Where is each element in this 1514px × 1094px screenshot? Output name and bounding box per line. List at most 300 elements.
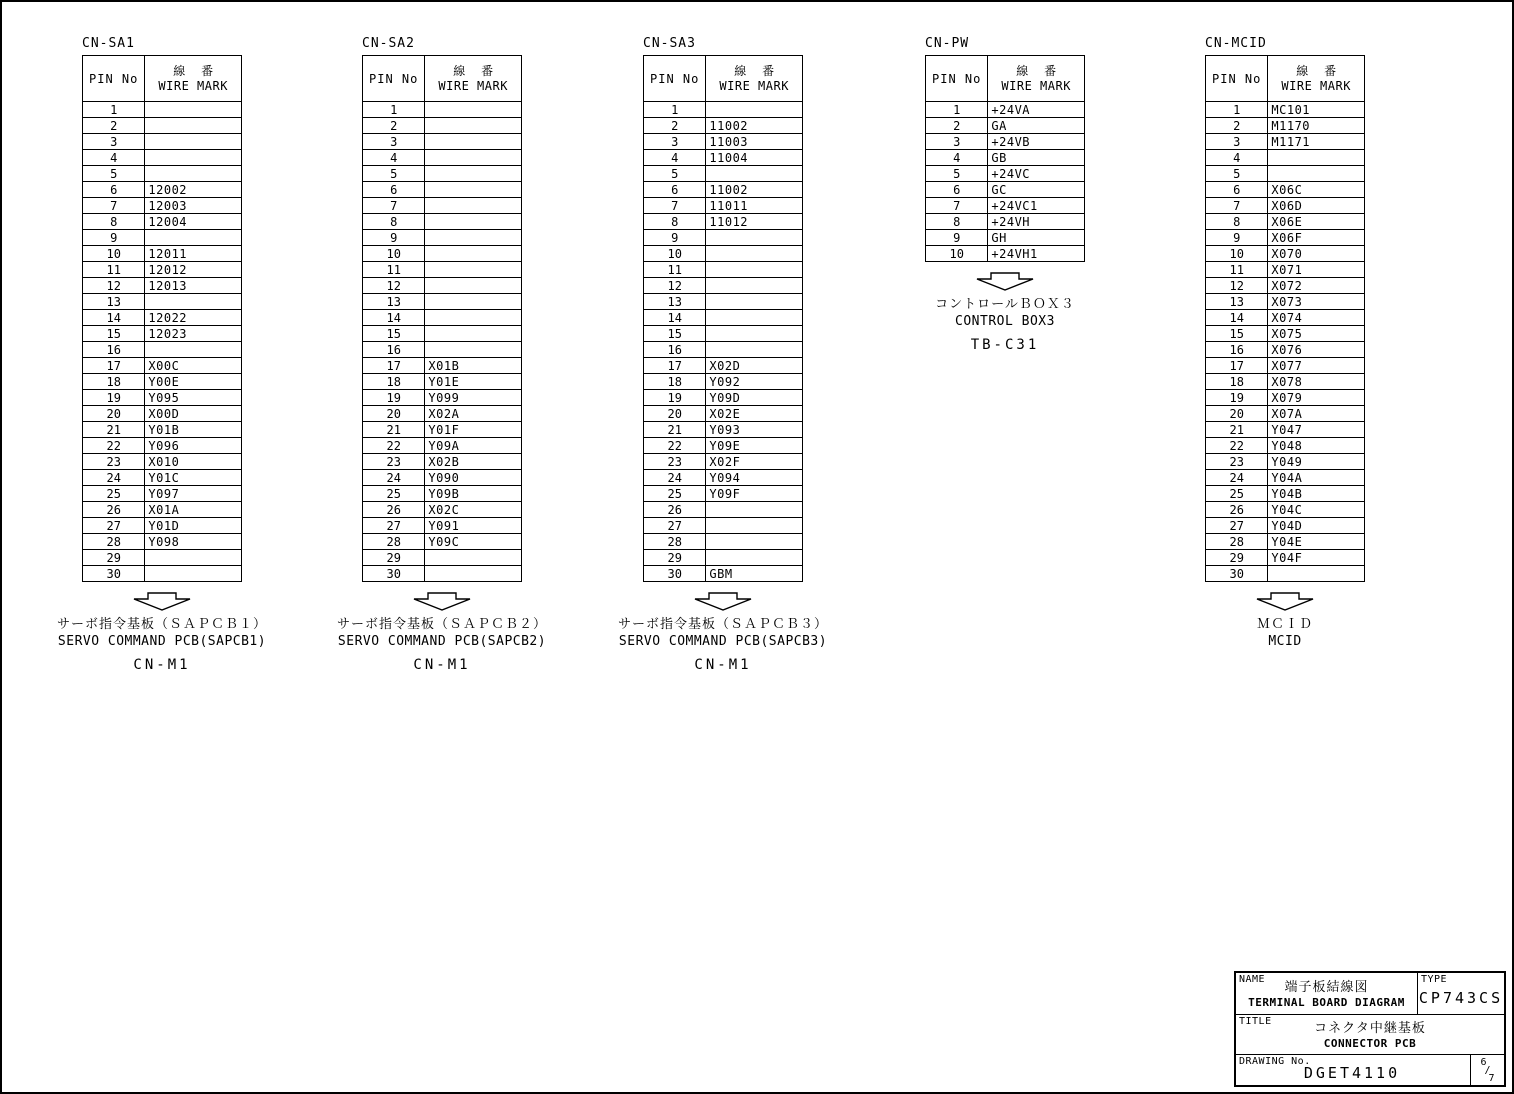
pin-number: 19 xyxy=(83,390,145,406)
pin-row xyxy=(644,198,803,214)
pin-row xyxy=(363,422,522,438)
wire-mark xyxy=(425,342,522,358)
pin-number: 29 xyxy=(363,550,425,566)
pin-row xyxy=(644,246,803,262)
wire-mark: Y095 xyxy=(145,390,242,406)
wire-mark: 11002 xyxy=(706,118,803,134)
pin-number: 22 xyxy=(1206,438,1268,454)
pin-no-header: PIN No xyxy=(926,56,988,102)
wire-mark: +24VB xyxy=(988,134,1085,150)
pin-row xyxy=(644,182,803,198)
pin-number: 23 xyxy=(83,454,145,470)
wire-mark xyxy=(706,278,803,294)
pin-number: 17 xyxy=(363,358,425,374)
pin-number: 1 xyxy=(644,102,706,118)
wire-mark: GH xyxy=(988,230,1085,246)
pin-number: 12 xyxy=(644,278,706,294)
wire-mark: Y01C xyxy=(145,470,242,486)
wire-mark: 11004 xyxy=(706,150,803,166)
pin-row xyxy=(83,198,242,214)
wire-mark xyxy=(706,102,803,118)
pin-number: 4 xyxy=(1206,150,1268,166)
pin-row xyxy=(83,502,242,518)
wire-mark: X074 xyxy=(1268,310,1365,326)
wire-mark: X075 xyxy=(1268,326,1365,342)
wire-mark xyxy=(425,550,522,566)
destination-jp: サーボ指令基板（ＳＡＰＣＢ２） xyxy=(336,617,548,632)
pin-row xyxy=(644,102,803,118)
pin-number: 25 xyxy=(644,486,706,502)
wire-mark: 11012 xyxy=(706,214,803,230)
wire-mark: X07A xyxy=(1268,406,1365,422)
pin-number: 8 xyxy=(83,214,145,230)
pin-number: 29 xyxy=(644,550,706,566)
pin-number: 17 xyxy=(1206,358,1268,374)
pin-row xyxy=(83,438,242,454)
pin-number: 6 xyxy=(1206,182,1268,198)
pin-row xyxy=(644,534,803,550)
wire-mark: Y094 xyxy=(706,470,803,486)
pin-row xyxy=(363,358,522,374)
wire-mark: Y01D xyxy=(145,518,242,534)
wire-mark: M1170 xyxy=(1268,118,1365,134)
pin-number: 11 xyxy=(83,262,145,278)
wire-mark xyxy=(145,230,242,246)
pin-row xyxy=(363,518,522,534)
pin-number: 6 xyxy=(83,182,145,198)
pin-row xyxy=(83,374,242,390)
wire-mark xyxy=(425,310,522,326)
pin-row xyxy=(363,310,522,326)
pin-number: 19 xyxy=(363,390,425,406)
connector-title: CN-SA1 xyxy=(82,36,135,51)
wire-mark-header xyxy=(988,56,1085,102)
pin-row xyxy=(644,118,803,134)
pin-number: 18 xyxy=(644,374,706,390)
down-arrow-icon xyxy=(643,591,803,612)
pin-row xyxy=(1206,486,1365,502)
connector-title: CN-SA2 xyxy=(362,36,415,51)
pin-number: 13 xyxy=(1206,294,1268,310)
pin-row xyxy=(363,502,522,518)
pin-number: 3 xyxy=(83,134,145,150)
pin-row xyxy=(83,246,242,262)
wire-mark: 12002 xyxy=(145,182,242,198)
wire-mark xyxy=(425,134,522,150)
wire-mark: GC xyxy=(988,182,1085,198)
pin-row xyxy=(83,518,242,534)
pin-row xyxy=(1206,182,1365,198)
pin-row xyxy=(644,294,803,310)
title-block-drawing-cell xyxy=(1236,1055,1504,1085)
connector-cn-pw xyxy=(925,36,1085,353)
pin-number: 24 xyxy=(1206,470,1268,486)
pin-number: 6 xyxy=(363,182,425,198)
wire-mark xyxy=(145,118,242,134)
destination-en: MCID xyxy=(1268,634,1302,649)
destination-en: SERVO COMMAND PCB(SAPCB3) xyxy=(618,634,828,649)
wire-mark xyxy=(145,134,242,150)
pin-number: 9 xyxy=(644,230,706,246)
name-label: NAME xyxy=(1239,974,1266,985)
pin-number: 20 xyxy=(363,406,425,422)
pin-number: 20 xyxy=(83,406,145,422)
destination-label xyxy=(1257,616,1313,650)
pin-row xyxy=(1206,310,1365,326)
pin-row xyxy=(926,214,1085,230)
wire-mark: Y092 xyxy=(706,374,803,390)
pin-row xyxy=(363,438,522,454)
pin-number: 30 xyxy=(363,566,425,582)
wire-mark xyxy=(706,166,803,182)
pin-number: 10 xyxy=(926,246,988,262)
pin-number: 1 xyxy=(1206,102,1268,118)
destination-en: SERVO COMMAND PCB(SAPCB2) xyxy=(337,634,547,649)
pin-number: 8 xyxy=(644,214,706,230)
pin-number: 8 xyxy=(1206,214,1268,230)
connector-cn-sa3 xyxy=(617,36,829,673)
wire-mark: MC101 xyxy=(1268,102,1365,118)
pin-row xyxy=(363,406,522,422)
wire-mark: Y099 xyxy=(425,390,522,406)
pin-number: 27 xyxy=(1206,518,1268,534)
wire-mark: X01B xyxy=(425,358,522,374)
pin-row xyxy=(644,278,803,294)
wire-mark: X078 xyxy=(1268,374,1365,390)
pin-row xyxy=(1206,550,1365,566)
pin-number: 28 xyxy=(644,534,706,550)
wire-mark: 12003 xyxy=(145,198,242,214)
pin-row xyxy=(363,374,522,390)
pin-number: 28 xyxy=(83,534,145,550)
pin-number: 13 xyxy=(83,294,145,310)
pin-number: 30 xyxy=(1206,566,1268,582)
pin-row xyxy=(363,214,522,230)
wire-mark xyxy=(706,326,803,342)
pin-row xyxy=(83,230,242,246)
pin-row xyxy=(1206,246,1365,262)
pin-number: 13 xyxy=(644,294,706,310)
wire-mark: GBM xyxy=(706,566,803,582)
pin-table xyxy=(362,55,522,582)
wire-mark: 11003 xyxy=(706,134,803,150)
pin-number: 21 xyxy=(1206,422,1268,438)
wire-mark xyxy=(145,294,242,310)
pin-number: 8 xyxy=(926,214,988,230)
pin-number: 2 xyxy=(644,118,706,134)
pin-row xyxy=(1206,150,1365,166)
wire-mark xyxy=(425,198,522,214)
pin-row xyxy=(363,198,522,214)
pin-number: 10 xyxy=(83,246,145,262)
drawing-number: DGET4110 xyxy=(1303,1064,1401,1082)
pin-no-header: PIN No xyxy=(83,56,145,102)
wire-mark xyxy=(706,310,803,326)
wire-mark: Y047 xyxy=(1268,422,1365,438)
connector-cn-mcid xyxy=(1205,36,1365,650)
pin-no-header: PIN No xyxy=(1206,56,1268,102)
wire-mark: X010 xyxy=(145,454,242,470)
wire-mark xyxy=(145,550,242,566)
wire-mark xyxy=(145,566,242,582)
wire-mark xyxy=(706,502,803,518)
pin-row xyxy=(644,310,803,326)
down-arrow-icon xyxy=(82,591,242,612)
pin-number: 17 xyxy=(644,358,706,374)
wire-mark: 12012 xyxy=(145,262,242,278)
pin-row xyxy=(926,166,1085,182)
pin-number: 9 xyxy=(83,230,145,246)
pin-row xyxy=(83,150,242,166)
destination-label xyxy=(337,616,547,673)
pin-row xyxy=(644,374,803,390)
pin-row xyxy=(1206,294,1365,310)
pin-row xyxy=(644,134,803,150)
pin-number: 14 xyxy=(83,310,145,326)
pin-number: 15 xyxy=(644,326,706,342)
pin-row xyxy=(1206,374,1365,390)
wire-mark xyxy=(145,150,242,166)
pin-row xyxy=(83,294,242,310)
pin-number: 23 xyxy=(644,454,706,470)
wire-mark: Y09D xyxy=(706,390,803,406)
pin-table xyxy=(925,55,1085,262)
wire-mark: Y048 xyxy=(1268,438,1365,454)
pin-number: 2 xyxy=(926,118,988,134)
pin-row xyxy=(83,262,242,278)
pin-row xyxy=(363,118,522,134)
pin-number: 3 xyxy=(363,134,425,150)
wire-mark xyxy=(706,550,803,566)
pin-row xyxy=(1206,166,1365,182)
pin-row xyxy=(83,470,242,486)
wire-mark: X00C xyxy=(145,358,242,374)
pin-number: 7 xyxy=(363,198,425,214)
pin-number: 9 xyxy=(1206,230,1268,246)
pin-number: 26 xyxy=(83,502,145,518)
pin-row xyxy=(363,390,522,406)
wire-mark-header-jp: 線 番 xyxy=(1016,64,1063,78)
pin-row xyxy=(926,230,1085,246)
pin-row xyxy=(363,134,522,150)
pin-row xyxy=(644,502,803,518)
pin-number: 26 xyxy=(1206,502,1268,518)
wire-mark: Y091 xyxy=(425,518,522,534)
wire-mark: X06D xyxy=(1268,198,1365,214)
wire-mark-header xyxy=(145,56,242,102)
wire-mark: X06C xyxy=(1268,182,1365,198)
wire-mark xyxy=(1268,166,1365,182)
pin-row xyxy=(1206,390,1365,406)
destination-en: SERVO COMMAND PCB(SAPCB1) xyxy=(57,634,267,649)
pin-row xyxy=(363,566,522,582)
pin-number: 21 xyxy=(644,422,706,438)
pin-row xyxy=(644,230,803,246)
pin-number: 5 xyxy=(363,166,425,182)
wire-mark: X071 xyxy=(1268,262,1365,278)
pin-row xyxy=(83,214,242,230)
pin-row xyxy=(1206,454,1365,470)
pin-row xyxy=(83,310,242,326)
pin-number: 6 xyxy=(644,182,706,198)
wire-mark: 12022 xyxy=(145,310,242,326)
destination-label xyxy=(57,616,267,673)
pin-row xyxy=(363,166,522,182)
pin-no-header: PIN No xyxy=(644,56,706,102)
wire-mark: X06E xyxy=(1268,214,1365,230)
pin-row xyxy=(1206,502,1365,518)
pin-row xyxy=(926,134,1085,150)
wire-mark xyxy=(425,166,522,182)
pin-row xyxy=(83,118,242,134)
destination-jp: サーボ指令基板（ＳＡＰＣＢ１） xyxy=(56,617,268,632)
pin-row xyxy=(644,486,803,502)
wire-mark: X079 xyxy=(1268,390,1365,406)
wire-mark xyxy=(425,326,522,342)
pin-number: 5 xyxy=(644,166,706,182)
wire-mark: +24VC1 xyxy=(988,198,1085,214)
pin-number: 28 xyxy=(1206,534,1268,550)
pin-number: 14 xyxy=(363,310,425,326)
wire-mark: GB xyxy=(988,150,1085,166)
pin-table xyxy=(643,55,803,582)
pin-number: 29 xyxy=(1206,550,1268,566)
pin-number: 22 xyxy=(363,438,425,454)
pin-row xyxy=(1206,278,1365,294)
pin-number: 13 xyxy=(363,294,425,310)
wire-mark xyxy=(1268,566,1365,582)
wire-mark xyxy=(145,166,242,182)
wire-mark: M1171 xyxy=(1268,134,1365,150)
type-value: CP743CS xyxy=(1418,988,1504,1007)
pin-row xyxy=(644,518,803,534)
pin-row xyxy=(1206,198,1365,214)
wire-mark: X02A xyxy=(425,406,522,422)
pin-number: 26 xyxy=(644,502,706,518)
wire-mark xyxy=(145,342,242,358)
connector-title: CN-SA3 xyxy=(643,36,696,51)
pin-row xyxy=(644,454,803,470)
pin-number: 27 xyxy=(644,518,706,534)
wire-mark: +24VC xyxy=(988,166,1085,182)
wire-mark: Y04C xyxy=(1268,502,1365,518)
sheet-current: 6 xyxy=(1480,1056,1487,1068)
down-arrow-icon xyxy=(362,591,522,612)
drawing-title-jp: コネクタ中継基板 xyxy=(1314,1021,1426,1036)
pin-row xyxy=(363,278,522,294)
pin-row xyxy=(363,102,522,118)
wire-mark: Y09E xyxy=(706,438,803,454)
pin-row xyxy=(1206,566,1365,582)
pin-number: 1 xyxy=(83,102,145,118)
wire-mark xyxy=(706,262,803,278)
title-block-title-cell xyxy=(1236,1015,1504,1055)
wire-mark: X02F xyxy=(706,454,803,470)
pin-row xyxy=(926,118,1085,134)
pin-row xyxy=(1206,214,1365,230)
pin-number: 6 xyxy=(926,182,988,198)
wire-mark: 12004 xyxy=(145,214,242,230)
pin-number: 30 xyxy=(644,566,706,582)
pin-row xyxy=(83,134,242,150)
pin-number: 28 xyxy=(363,534,425,550)
drawing-no-label: DRAWING No. xyxy=(1239,1056,1311,1067)
pin-row xyxy=(83,182,242,198)
drawing-name-jp: 端子板結線図 xyxy=(1284,980,1369,995)
pin-number: 12 xyxy=(1206,278,1268,294)
pin-row xyxy=(83,278,242,294)
pin-number: 25 xyxy=(83,486,145,502)
pin-number: 10 xyxy=(363,246,425,262)
pin-number: 24 xyxy=(363,470,425,486)
pin-row xyxy=(363,534,522,550)
pin-number: 24 xyxy=(83,470,145,486)
pin-row xyxy=(926,102,1085,118)
pin-number: 16 xyxy=(644,342,706,358)
wire-mark-header-jp: 線 番 xyxy=(173,64,220,78)
pin-row xyxy=(644,326,803,342)
wire-mark: +24VH1 xyxy=(988,246,1085,262)
pin-number: 18 xyxy=(363,374,425,390)
connector-cn-sa2 xyxy=(336,36,548,673)
pin-no-header: PIN No xyxy=(363,56,425,102)
wire-mark-header-en: WIRE MARK xyxy=(1001,79,1071,93)
pin-number: 8 xyxy=(363,214,425,230)
pin-row xyxy=(363,486,522,502)
destination-connector: CN-M1 xyxy=(133,657,191,673)
pin-number: 25 xyxy=(363,486,425,502)
pin-number: 4 xyxy=(363,150,425,166)
pin-number: 25 xyxy=(1206,486,1268,502)
wire-mark xyxy=(425,246,522,262)
wire-mark: X072 xyxy=(1268,278,1365,294)
pin-row xyxy=(363,262,522,278)
pin-number: 15 xyxy=(363,326,425,342)
wire-mark: X077 xyxy=(1268,358,1365,374)
wire-mark: Y090 xyxy=(425,470,522,486)
pin-number: 7 xyxy=(644,198,706,214)
wire-mark-header xyxy=(425,56,522,102)
pin-number: 16 xyxy=(363,342,425,358)
wire-mark: 11002 xyxy=(706,182,803,198)
wire-mark xyxy=(425,118,522,134)
wire-mark xyxy=(425,262,522,278)
wire-mark-header-en: WIRE MARK xyxy=(719,79,789,93)
pin-row xyxy=(83,486,242,502)
wire-mark xyxy=(425,230,522,246)
wire-mark: 11011 xyxy=(706,198,803,214)
type-label: TYPE xyxy=(1421,974,1448,985)
pin-row xyxy=(363,230,522,246)
pin-row xyxy=(363,246,522,262)
destination-connector: CN-M1 xyxy=(413,657,471,673)
pin-row xyxy=(83,422,242,438)
destination-jp: ＭＣＩＤ xyxy=(1256,617,1314,632)
connector-title: CN-PW xyxy=(925,36,970,51)
wire-mark xyxy=(706,294,803,310)
pin-number: 7 xyxy=(1206,198,1268,214)
wire-mark: X06F xyxy=(1268,230,1365,246)
wire-mark: Y01B xyxy=(145,422,242,438)
pin-row xyxy=(1206,134,1365,150)
pin-number: 1 xyxy=(363,102,425,118)
wire-mark: X02B xyxy=(425,454,522,470)
pin-row xyxy=(644,342,803,358)
pin-number: 11 xyxy=(363,262,425,278)
pin-number: 18 xyxy=(83,374,145,390)
wire-mark: Y04F xyxy=(1268,550,1365,566)
wire-mark: X00D xyxy=(145,406,242,422)
